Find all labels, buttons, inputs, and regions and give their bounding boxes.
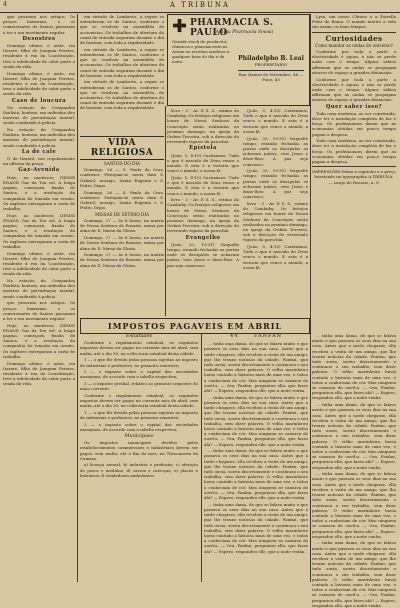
masthead [0, 0, 400, 13]
article-text: que pesavam nos artigos. Os preços baixaram, e os comerciantes de Santos passaram a ter o seu movimento regular. [3, 14, 75, 35]
article-text: Domingo, 27 — ás 8 horas, na matriz de Nossa Senhora do Rosario, missa por alma de D. Maria da Gloria. [80, 252, 164, 268]
article-text: Conforme o regulamento estadoal, os seguintes impostos devem ser pagos no corrente mez de abril, sem multa, até o dia 30, na collectoria estadoal desta cidade. [80, 340, 198, 356]
subheading: SANTOS DO DIA [103, 161, 141, 166]
article-text: 3 — o imposto predial, relativo ao primeiro semestre do anno corrente. [80, 381, 198, 392]
pharmacy-advertisement [167, 14, 310, 106]
ad-title: PHARMACIA S. PAULO [190, 18, 274, 38]
section-heading: Epístola [189, 145, 217, 152]
subheading: Municipaes [124, 432, 154, 439]
company-name: Philadelpho B. Leal [238, 55, 304, 62]
religious-text [80, 161, 164, 321]
article-text: Domingo, 27 — ás 8 horas, na matriz de Nossa Senhora do Rosario, missa por alma de D. Maria da Gloria. [80, 218, 164, 234]
serial-column [204, 333, 308, 583]
left-column [3, 14, 75, 580]
article-text: livro - 3 - Av. E S. S., estimo do Cambuhy. Os festejos religiosos em honra de Nossa Senhora da Conceição serão realizados no proximo domingo, na igreja da Ordem Terceira, sob a direcção do reverendo vigario da parochia. [167, 197, 239, 234]
printing-notice: IMPRESSÕES feitas a capricho e o preço barateado na typographia A TRIBUNA. — Largo do Rosario, n. 9. [312, 169, 396, 185]
article-text: Domingo ultimo, ó noite, em Itararé, filha de Joaquim Pereira, residente á rua da Constituição, teve a infelicidade de cahir parte a senda da vida. [3, 250, 75, 277]
serial-text: ... tinha uma dama, de que se falava muito e que passava os seus dias na sua casa. Antes que a tarde chegasse, ella recebeu a visita de um amigo, que lhe trouxe noticias da cidade. Fanfan, que tudo ouvia, sorriu discretamente e continuou o seu trabalho, sem dizer palavra. O velho marinheiro havia contado a historia mais de uma vez, e todos a conheciam de cór. Mas ninguem se cansava de ouvil-a. — Ora, Fanfan, perguntou ella, que fazes ahi? — Espero, respondeu elle, que a noite venha. [204, 448, 308, 501]
article-text: (João, 5, 4-10) Caríssimos: Tudo o que é nascido de Deus vence o mundo. E esta é a victoria que vence o mundo, a nossa fé. [243, 108, 308, 134]
article-text: (João, 5, 4-10) Caríssimos: Tudo o que é nascido de Deus vence o mundo. E esta é a victoria que vence o mundo, a nossa fé. [167, 174, 239, 196]
ad-text: Grande stock de productos chimicos e pharmaceuticos. Aviam-se receitas medicas a qualquer hora do dia e da noite. [172, 39, 230, 64]
article-text: Conforme por toda a parte a electricidade é agora, e não se perde nada com o tempo. Alguns sábios affirmam que as ondas se propagam atravez do espaço a grandes distancias. [312, 76, 396, 103]
right-column [312, 14, 396, 328]
article-text: Na estação da Companhia Paulista, hontem, um individuo deu mostras de perturbação mental, sendo conduzido á policia. [3, 278, 75, 299]
article-text: em virtude de Lamberto, a seguir se entenderam os de Santos, conforme o que se resolveu na assembléa de accionistas. Os trabalhos de abertura do canal de entrada seguiram durante o dia de hontem, com toda a regularidade. [80, 14, 164, 46]
article-text: Domingo, 26 — S. Paulo da Cruz, confessor. Festejam-se nesta data S. Gabriel, arcanjo, Santa Eugenia e S. Pedro, bispo. [80, 189, 164, 211]
company-role: PROPRIETARIO [254, 62, 288, 67]
article-text: 2 — o imposto sobre o capital das sociedades anonymas, de accordo com a tabella respectiva; [80, 422, 198, 433]
column-rule [310, 14, 311, 582]
ad-company [238, 55, 304, 82]
section-title: Curiosidades [325, 33, 383, 43]
taxes-headline: IMPOSTOS PAGAVEIS EM ABRIL [80, 318, 310, 334]
article-text: (João, 5, 4-10) Caríssimos: Tudo o que é nascido de Deus vence o mundo. E esta é a victoria que vence o mundo, a nossa fé. [167, 152, 239, 174]
page-number: 4 [3, 1, 7, 8]
column-rule [201, 334, 202, 582]
section-heading: Gaz-Avenida [18, 167, 60, 174]
subheading: Estaduaes [125, 333, 153, 339]
column-rule [77, 14, 78, 582]
article-text: livro - 3 - Av. E S. S., estimo do Cambuhy. Os festejos religiosos em honra de Nossa Senhora da Conceição serão realizados no proximo domingo, na igreja da Ordem Terceira, sob a direcção do reverendo vigario da parochia. [167, 108, 239, 145]
serial-text: ... tinha uma dama, de que se falava muito e que passava os seus dias na sua casa. Antes que a tarde chegasse, ella recebeu a visita de um amigo, que lhe trouxe noticias da cidade. Fanfan, que tudo ouvia, sorriu discretamente e continuou o seu trabalho, sem dizer palavra. O velho marinheiro havia contado a historia mais de uma vez, e todos a conheciam de cór. Mas ninguem se cansava de ouvil-a. — Ora, Fanfan, perguntou ella, que fazes ahi? — Espero, respondeu elle, que a noite venha. [204, 501, 308, 554]
article-text: Lyra, um nosso Christo e a Estrella Polar de Roma. O mundo inteiro a vida são assim, os bons tempos. [312, 14, 396, 30]
serial-column-2 [312, 333, 396, 608]
subheading: Como mandar as ondas do universo? [314, 42, 394, 48]
serial-text: ... tinha uma dama, de que se falava muito e que passava os seus dias na sua casa. Antes que a tarde chegasse, ella recebeu a visita de um amigo, que lhe trouxe noticias da cidade. Fanfan, que tudo ouvia, sorriu discretamente e continuou o seu trabalho, sem dizer palavra. O velho marinheiro havia contado a historia mais de uma vez, e todos a conheciam de cór. Mas ninguem se cansava de ouvil-a. — Ora, Fanfan, perguntou ella, que fazes ahi? — Espero, respondeu elle, que a noite venha. [204, 341, 308, 394]
article-text: em virtude de Lamberto, a seguir se entenderam os de Santos, conforme o que se resolveu na assembléa de accionistas. Os trabalhos de abertura do canal de entrada seguiram durante o dia de hontem, com toda a regularidade. [80, 79, 164, 111]
article-text: Hoje, ao anoitecer, DESDE ENAND Gaz da Tou sol. A longa pagina, começará, fixada de Santos, e a resolução da companhia foi tomada em sessão. Os ingleses entregaram a carta de trabalho. [3, 212, 75, 249]
serial-header [204, 334, 308, 339]
section-heading: Quer saber isso? [325, 103, 383, 110]
article-text: (João, 5, 4-10) Caríssimos: Tudo o que é nascido de Deus vence o mundo. E esta é a victoria que vence o mundo, a nossa fé. [243, 244, 308, 270]
ad-subtitle: (Antiga Pharmacia Sousa) [214, 30, 274, 35]
article-text: Conforme por toda a parte a electricidade é agora, e não se perde nada com o tempo. Alguns sábios affirmam que as ondas se propagam atravez do espaço a grandes distancias. [312, 49, 396, 75]
serial-number: 44 [230, 333, 239, 339]
section-heading: Evangelho [185, 234, 221, 241]
article-text: (João, 20, 19-31) Naquelle tempo, estando fechadas as portas onde os discipulos se achavam juntos, veio Jesus e disse-lhes: A paz seja comvosco. [243, 168, 308, 200]
article-text: Conforme o regulamento estadoal, os seguintes impostos devem ser pagos no corrente mez de abril, sem multa, até o dia 30, na collectoria estadoal desta cidade. [80, 393, 198, 409]
article-text: que pesavam nos artigos. Os preços baixaram, e os comerciantes de Santos passaram a ter o seu movimento regular. [3, 300, 75, 321]
subheading: MISSAS DE SÉTIMO DIA [94, 211, 150, 217]
article-text: a) licença annual; b) industria e profissão; c) aferição de pesos e medidas; d) carros e carroças; e) placas e lettreiros; f) vendedores ambulantes. [80, 462, 198, 478]
serial-title: FANFAN [253, 333, 282, 339]
article-text: Domingo ultimo, ó noite, em Itararé, filha de Joaquim Pereira, residente á rua da Constituição, teve a infelicidade de cahir parte a senda da vida. [3, 360, 75, 387]
divider [312, 166, 396, 167]
section-heading: Caso de loucura [11, 97, 67, 104]
serial-text: ... tinha uma dama, de que se falava muito e que passava os seus dias na sua casa. Antes que a tarde chegasse, ella recebeu a visita de um amigo, que lhe trouxe noticias da cidade. Fanfan, que tudo ouvia, sorriu discretamente e continuou o seu trabalho, sem dizer palavra. O velho marinheiro havia contado a historia mais de uma vez, e todos a conheciam de cór. Mas ninguem se cansava de ouvil-a. — Ora, Fanfan, perguntou ella, que fazes ahi? — Espero, respondeu elle, que a noite venha. [204, 394, 308, 447]
article-text: 1 — o que fôr devido pelas pessoas sujeitas ao imposto de industrias e profissões, no primeiro semestre; [80, 410, 198, 421]
article-text: livro - 3 - Av. E S. S., estimo do Cambuhy. Os festejos religiosos em honra de Nossa Senhora da Conceição serão realizados no proximo domingo, na igreja da Ordem Terceira, sob a direcção do reverendo vigario da parochia. [243, 200, 309, 243]
article-text: Os impostos municipaes devidos pelos estabelecimentos commerciaes e industriaes devem ser pagos, sem multa, até o fim do mez, na Thesouraria da Camara. [80, 440, 198, 461]
article-text: Toda casa moderna, ao ser construida, deve ter a instalação completa de luz e força. Os profissionaes dizem que as economias obtidas em pouco tempo pagam a despesa. [312, 110, 396, 137]
divider [312, 32, 396, 33]
article-text: (João, 20, 19-31) Naquelle tempo, estando fechadas as portas onde os discipulos se achavam juntos, veio Jesus e disse-lhes: A paz seja comvosco. [167, 241, 239, 268]
middle-column-3 [243, 108, 308, 314]
religious-section [80, 136, 164, 321]
company-address: Rua Quinze de Novembro, 46 — Fone, 43 [238, 72, 304, 82]
article-text: 2 — o imposto sobre o capital das sociedades anonymas, de accordo com a tabella respectiva; [80, 369, 198, 380]
article-text: 1 — o que fôr devido pelas pessoas sujeitas ao imposto de industrias e profissões, no primeiro semestre; [80, 357, 198, 368]
article-text: Domingo ultimo, ó noite, em Itararé, filha de Joaquim Pereira, residente á rua da Constituição, teve a infelicidade de cahir parte a senda da vida. [3, 70, 75, 97]
serial-text: ... tinha uma dama, de que se falava muito e que passava os seus dias na sua casa. Antes que a tarde chegasse, ella recebeu a visita de um amigo, que lhe trouxe noticias da cidade. Fanfan, que tudo ouvia, sorriu discretamente e continuou o seu trabalho, sem dizer palavra. O velho marinheiro havia contado a historia mais de uma vez, e todos a conheciam de cór. Mas ninguem se cansava de ouvil-a. — Ora, Fanfan, perguntou ella, que fazes ahi? — Espero, respondeu elle, que a noite venha. [312, 402, 396, 470]
serial-text: ... tinha uma dama, de que se falava muito e que passava os seus dias na sua casa. Antes que a tarde chegasse, ella recebeu a visita de um amigo, que lhe trouxe noticias da cidade. Fanfan, que tudo ouvia, sorriu discretamente e continuou o seu trabalho, sem dizer palavra. O velho marinheiro havia contado a historia mais de uma vez, e todos a conheciam de cór. Mas ninguem se cansava de ouvil-a. — Ora, Fanfan, perguntou ella, que fazes ahi? — Espero, respondeu elle, que a noite venha. [312, 333, 396, 401]
article-text: O de Itararé, vae regularmente na officina da praça. [3, 156, 75, 167]
serial-text: ... tinha uma dama, de que se falava muito e que passava os seus dias na sua casa. Antes que a tarde chegasse, ella recebeu a visita de um amigo, que lhe trouxe noticias da cidade. Fanfan, que tudo ouvia, sorriu discretamente e continuou o seu trabalho, sem dizer palavra. O velho marinheiro havia contado a historia mais de uma vez, e todos a conheciam de cór. Mas ninguem se cansava de ouvil-a. — Ora, Fanfan, perguntou ella, que fazes ahi? — Espero, respondeu elle, que a noite venha. [312, 540, 396, 608]
middle-column-top [80, 14, 164, 132]
taxes-column-1 [80, 333, 198, 583]
article-text: Na estação da Companhia Paulista, hontem, um individuo deu mostras de perturbação mental, sendo conduzido á policia. [3, 104, 75, 126]
pharmacy-cross-icon [172, 18, 187, 33]
section-heading: Desostres [22, 35, 56, 42]
article-text: Domingo, 27 — ás 8 horas, na matriz de Nossa Senhora do Rosario, missa por alma de D. Maria da Gloria. [80, 235, 164, 251]
column-rule [165, 106, 166, 316]
article-text: Toda casa moderna, ao ser construida, deve ter a instalação completa de luz e força. Os profissionaes dizem que as economias obtidas em pouco tempo pagam a despesa. [312, 138, 396, 165]
article-text: em virtude de Lamberto, a seguir se entenderam os de Santos, conforme o que se resolveu na assembléa de accionistas. Os trabalhos de abertura do canal de entrada seguiram durante o dia de hontem, com toda a regularidade. [80, 46, 164, 78]
section-heading: La de cale [21, 148, 57, 155]
section-title: VIDA RELIGIOSA [80, 136, 164, 160]
article-text: Hoje, ao anoitecer, DESDE ENAND Gaz da Tou sol. A longa pagina, começará, fixada de Santos, e a resolução da companhia foi tomada em sessão. Os ingleses entregaram a carta de trabalho. [3, 174, 75, 211]
article-text: (João, 20, 19-31) Naquelle tempo, estando fechadas as portas onde os discipulos se achavam juntos, veio Jesus e disse-lhes: A paz seja comvosco. [243, 135, 308, 167]
article-text: Hoje, ao anoitecer, DESDE ENAND Gaz da Tou sol. A longa pagina, começará, fixada de Santos, e a resolução da companhia foi tomada em sessão. Os ingleses entregaram a carta de trabalho. [3, 322, 75, 359]
serial-text: ... tinha uma dama, de que se falava muito e que passava os seus dias na sua casa. Antes que a tarde chegasse, ella recebeu a visita de um amigo, que lhe trouxe noticias da cidade. Fanfan, que tudo ouvia, sorriu discretamente e continuou o seu trabalho, sem dizer palavra. O velho marinheiro havia contado a historia mais de uma vez, e todos a conheciam de cór. Mas ninguem se cansava de ouvil-a. — Ora, Fanfan, perguntou ella, que fazes ahi? — Espero, respondeu elle, que a noite venha. [312, 471, 396, 539]
newspaper-title: A TRIBUNA [169, 1, 231, 9]
article-text: Domingo ultimo, ó noite, em Itararé, filha de Joaquim Pereira, residente á rua da Constituição, teve a infelicidade de cahir parte a senda da vida. [3, 43, 75, 69]
article-text: Domingo, 26 — S. Paulo da Cruz, confessor. Festejam-se nesta data S. Gabriel, arcanjo, Santa Eugenia e S. Pedro, bispo. [80, 167, 164, 188]
middle-column-2 [167, 108, 239, 314]
article-text: Na estação da Companhia Paulista, hontem, um individuo deu mostras de perturbação mental, sendo conduzido á policia. [3, 127, 75, 148]
